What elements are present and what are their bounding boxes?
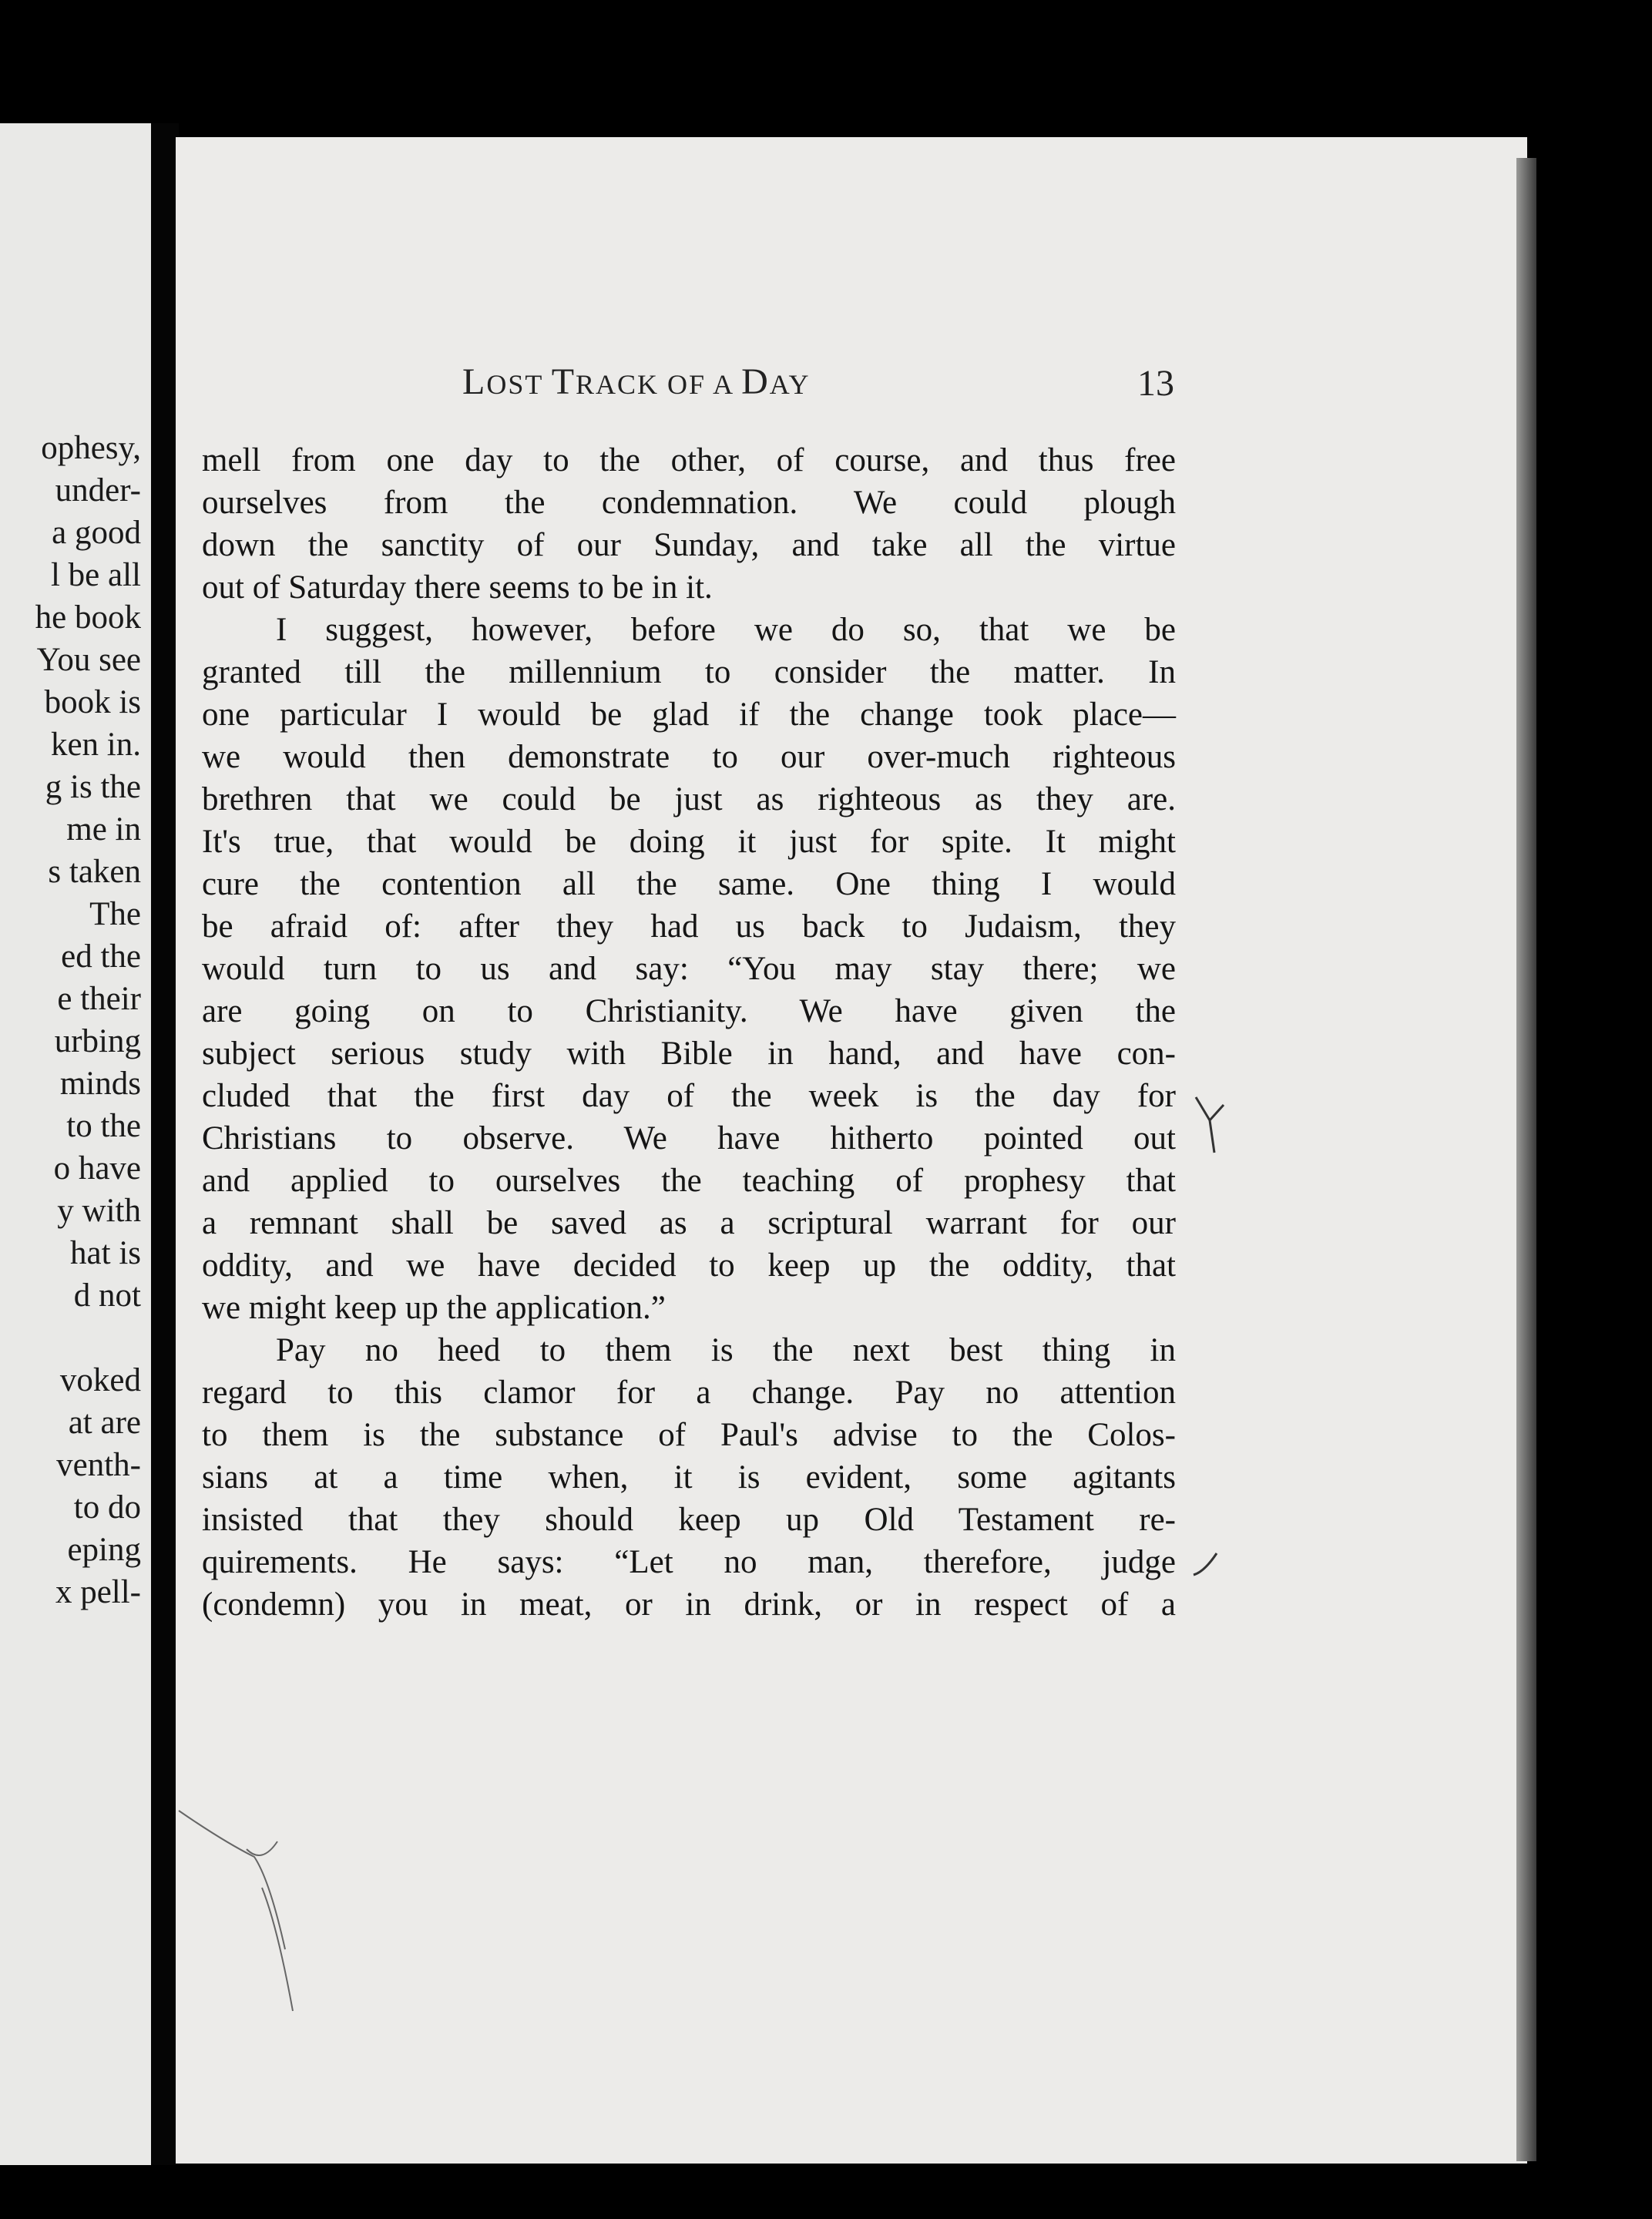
left-page-line: The	[89, 896, 141, 932]
left-page-line: l be all	[50, 557, 141, 593]
left-page-line: under-	[55, 472, 141, 509]
body-line: be afraid of: after they had us back to Judaism, they	[202, 908, 1176, 945]
page-number: 13	[1137, 363, 1174, 404]
body-line: granted till the millennium to consider the matter. In	[202, 654, 1176, 690]
left-page-line: me in	[66, 811, 141, 848]
body-line: Pay no heed to them is the next best thing in	[276, 1332, 1176, 1368]
body-line: It's true, that would be doing it just for spite. It might	[202, 824, 1176, 860]
left-page-line: minds	[59, 1066, 141, 1102]
body-line: oddity, and we have decided to keep up the oddity, that	[202, 1247, 1176, 1284]
body-text	[202, 439, 1176, 1626]
body-line: and applied to ourselves the teaching of prophesy that	[202, 1163, 1176, 1199]
left-facing-page	[0, 123, 158, 2165]
page-scratch-mark	[177, 1795, 301, 2026]
body-line: to them is the substance of Paul's advise to the Colos-	[202, 1417, 1176, 1453]
body-line: ourselves from the condemnation. We could plough	[202, 485, 1176, 521]
body-line: one particular I would be glad if the change took place—	[202, 697, 1176, 733]
body-line: sians at a time when, it is evident, some agitants	[202, 1459, 1176, 1496]
body-line: are going on to Christianity. We have given the	[202, 993, 1176, 1029]
left-page-line: a good	[52, 515, 141, 551]
body-line: out of Saturday there seems to be in it.	[202, 569, 713, 606]
body-line: a remnant shall be saved as a scriptural warrant for our	[202, 1205, 1176, 1241]
left-page-line: venth-	[56, 1447, 141, 1483]
body-line: subject serious study with Bible in hand, and have con-	[202, 1036, 1176, 1072]
running-head	[462, 361, 810, 403]
body-line: we would then demonstrate to our over-much righteous	[202, 739, 1176, 775]
body-line: regard to this clamor for a change. Pay no attention	[202, 1375, 1176, 1411]
running-head-part: L	[462, 361, 487, 402]
left-page-line: ed the	[61, 938, 141, 975]
body-line: down the sanctity of our Sunday, and take all the virtue	[202, 527, 1176, 563]
left-page-line: at are	[68, 1405, 141, 1441]
body-line: quirements. He says: “Let no man, therefore, judge	[202, 1544, 1176, 1580]
left-page-line: book is	[44, 684, 141, 720]
running-head-part: RACK OF A	[576, 369, 742, 400]
left-page-line: o have	[53, 1150, 141, 1187]
left-page-line: voked	[59, 1362, 141, 1398]
body-line: cure the contention all the same. One thing I would	[202, 866, 1176, 902]
left-page-line: to the	[66, 1108, 141, 1144]
running-head-part: D	[741, 361, 770, 402]
running-head-part: OST	[486, 369, 552, 400]
left-page-line: eping	[67, 1532, 141, 1568]
pencil-margin-mark	[1193, 1094, 1228, 1156]
left-page-line: y with	[57, 1193, 141, 1229]
left-page-line: to do	[73, 1489, 141, 1526]
left-page-line: You see	[36, 642, 141, 678]
running-head-part: AY	[769, 369, 811, 400]
body-line: mell from one day to the other, of course, and thus free	[202, 442, 1176, 478]
pencil-tick-mark	[1190, 1549, 1221, 1579]
body-line: Christians to observe. We have hitherto pointed out	[202, 1120, 1176, 1156]
left-page-line: g is the	[45, 769, 141, 805]
book-gutter	[151, 123, 179, 2165]
body-line: cluded that the first day of the week is the day for	[202, 1078, 1176, 1114]
left-page-line: s taken	[48, 854, 141, 890]
body-line: brethren that we could be just as righteous as they are.	[202, 781, 1176, 817]
left-page-line: urbing	[54, 1023, 141, 1059]
body-line: would turn to us and say: “You may stay there; we	[202, 951, 1176, 987]
left-page-line: ophesy,	[41, 430, 141, 466]
left-page-line: he book	[35, 599, 141, 636]
body-line: we might keep up the application.”	[202, 1290, 666, 1326]
running-head-part: T	[551, 361, 576, 402]
left-page-line: hat is	[70, 1235, 141, 1271]
page-edge	[1516, 158, 1536, 2161]
left-page-line: ken in.	[50, 727, 141, 763]
left-page-line: e their	[57, 981, 141, 1017]
body-line: insisted that they should keep up Old Testament re-	[202, 1502, 1176, 1538]
body-line: I suggest, however, before we do so, that we be	[276, 612, 1176, 648]
body-line: (condemn) you in meat, or in drink, or in respect of a	[202, 1586, 1176, 1623]
left-page-line: d not	[73, 1277, 141, 1314]
left-page-line: x pell-	[55, 1574, 141, 1610]
